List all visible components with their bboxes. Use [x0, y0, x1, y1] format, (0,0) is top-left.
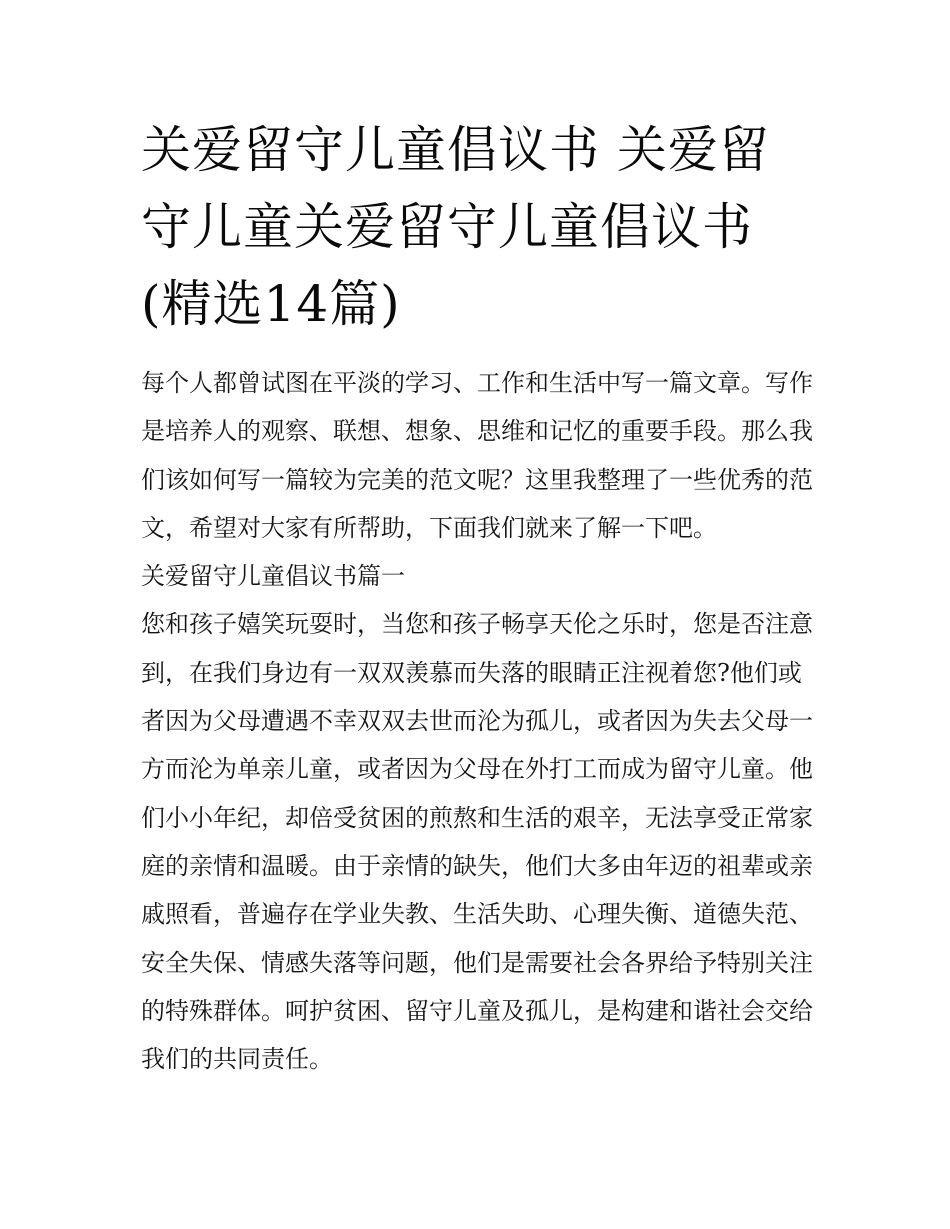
intro-paragraph: 每个人都曾试图在平淡的学习、工作和生活中写一篇文章。写作是培养人的观察、联想、想象、思维和记忆的重要手段。那么我们该如何写一篇较为完美的范文呢？这里我整理了一些优秀的范文，希望对大家有所帮助，下面我们就来了解一下吧。 [141, 369, 813, 542]
document-content [141, 112, 813, 1083]
document-title: 关爱留守儿童倡议书 关爱留守儿童关爱留守儿童倡议书(精选14篇) [141, 121, 770, 333]
document-body [141, 359, 813, 1083]
section-heading: 关爱留守儿童倡议书篇一 [141, 562, 405, 591]
body-paragraph: 您和孩子嬉笑玩耍时，当您和孩子畅享天伦之乐时，您是否注意到，在我们身边有一双双羡慕而失落的眼睛正注视着您?他们或者因为父母遭遇不幸双双去世而沦为孤儿，或者因为失去父母一方而沦为单亲儿童，或者因为父母在外打工而成为留守儿童。他们小小年纪，却倍受贫困的煎熬和生活的艰辛，无法享受正常家庭的亲情和温暖。由于亲情的缺失，他们大多由年迈的祖辈或亲戚照看，普遍存在学业失教、生活失助、心理失衡、道德失范、安全失保、情感失落等问题，他们是需要社会各界给予特别关注的特殊群体。呵护贫困、留守儿童及孤儿，是构建和谐社会交给我们的共同责任。 [141, 610, 813, 1074]
